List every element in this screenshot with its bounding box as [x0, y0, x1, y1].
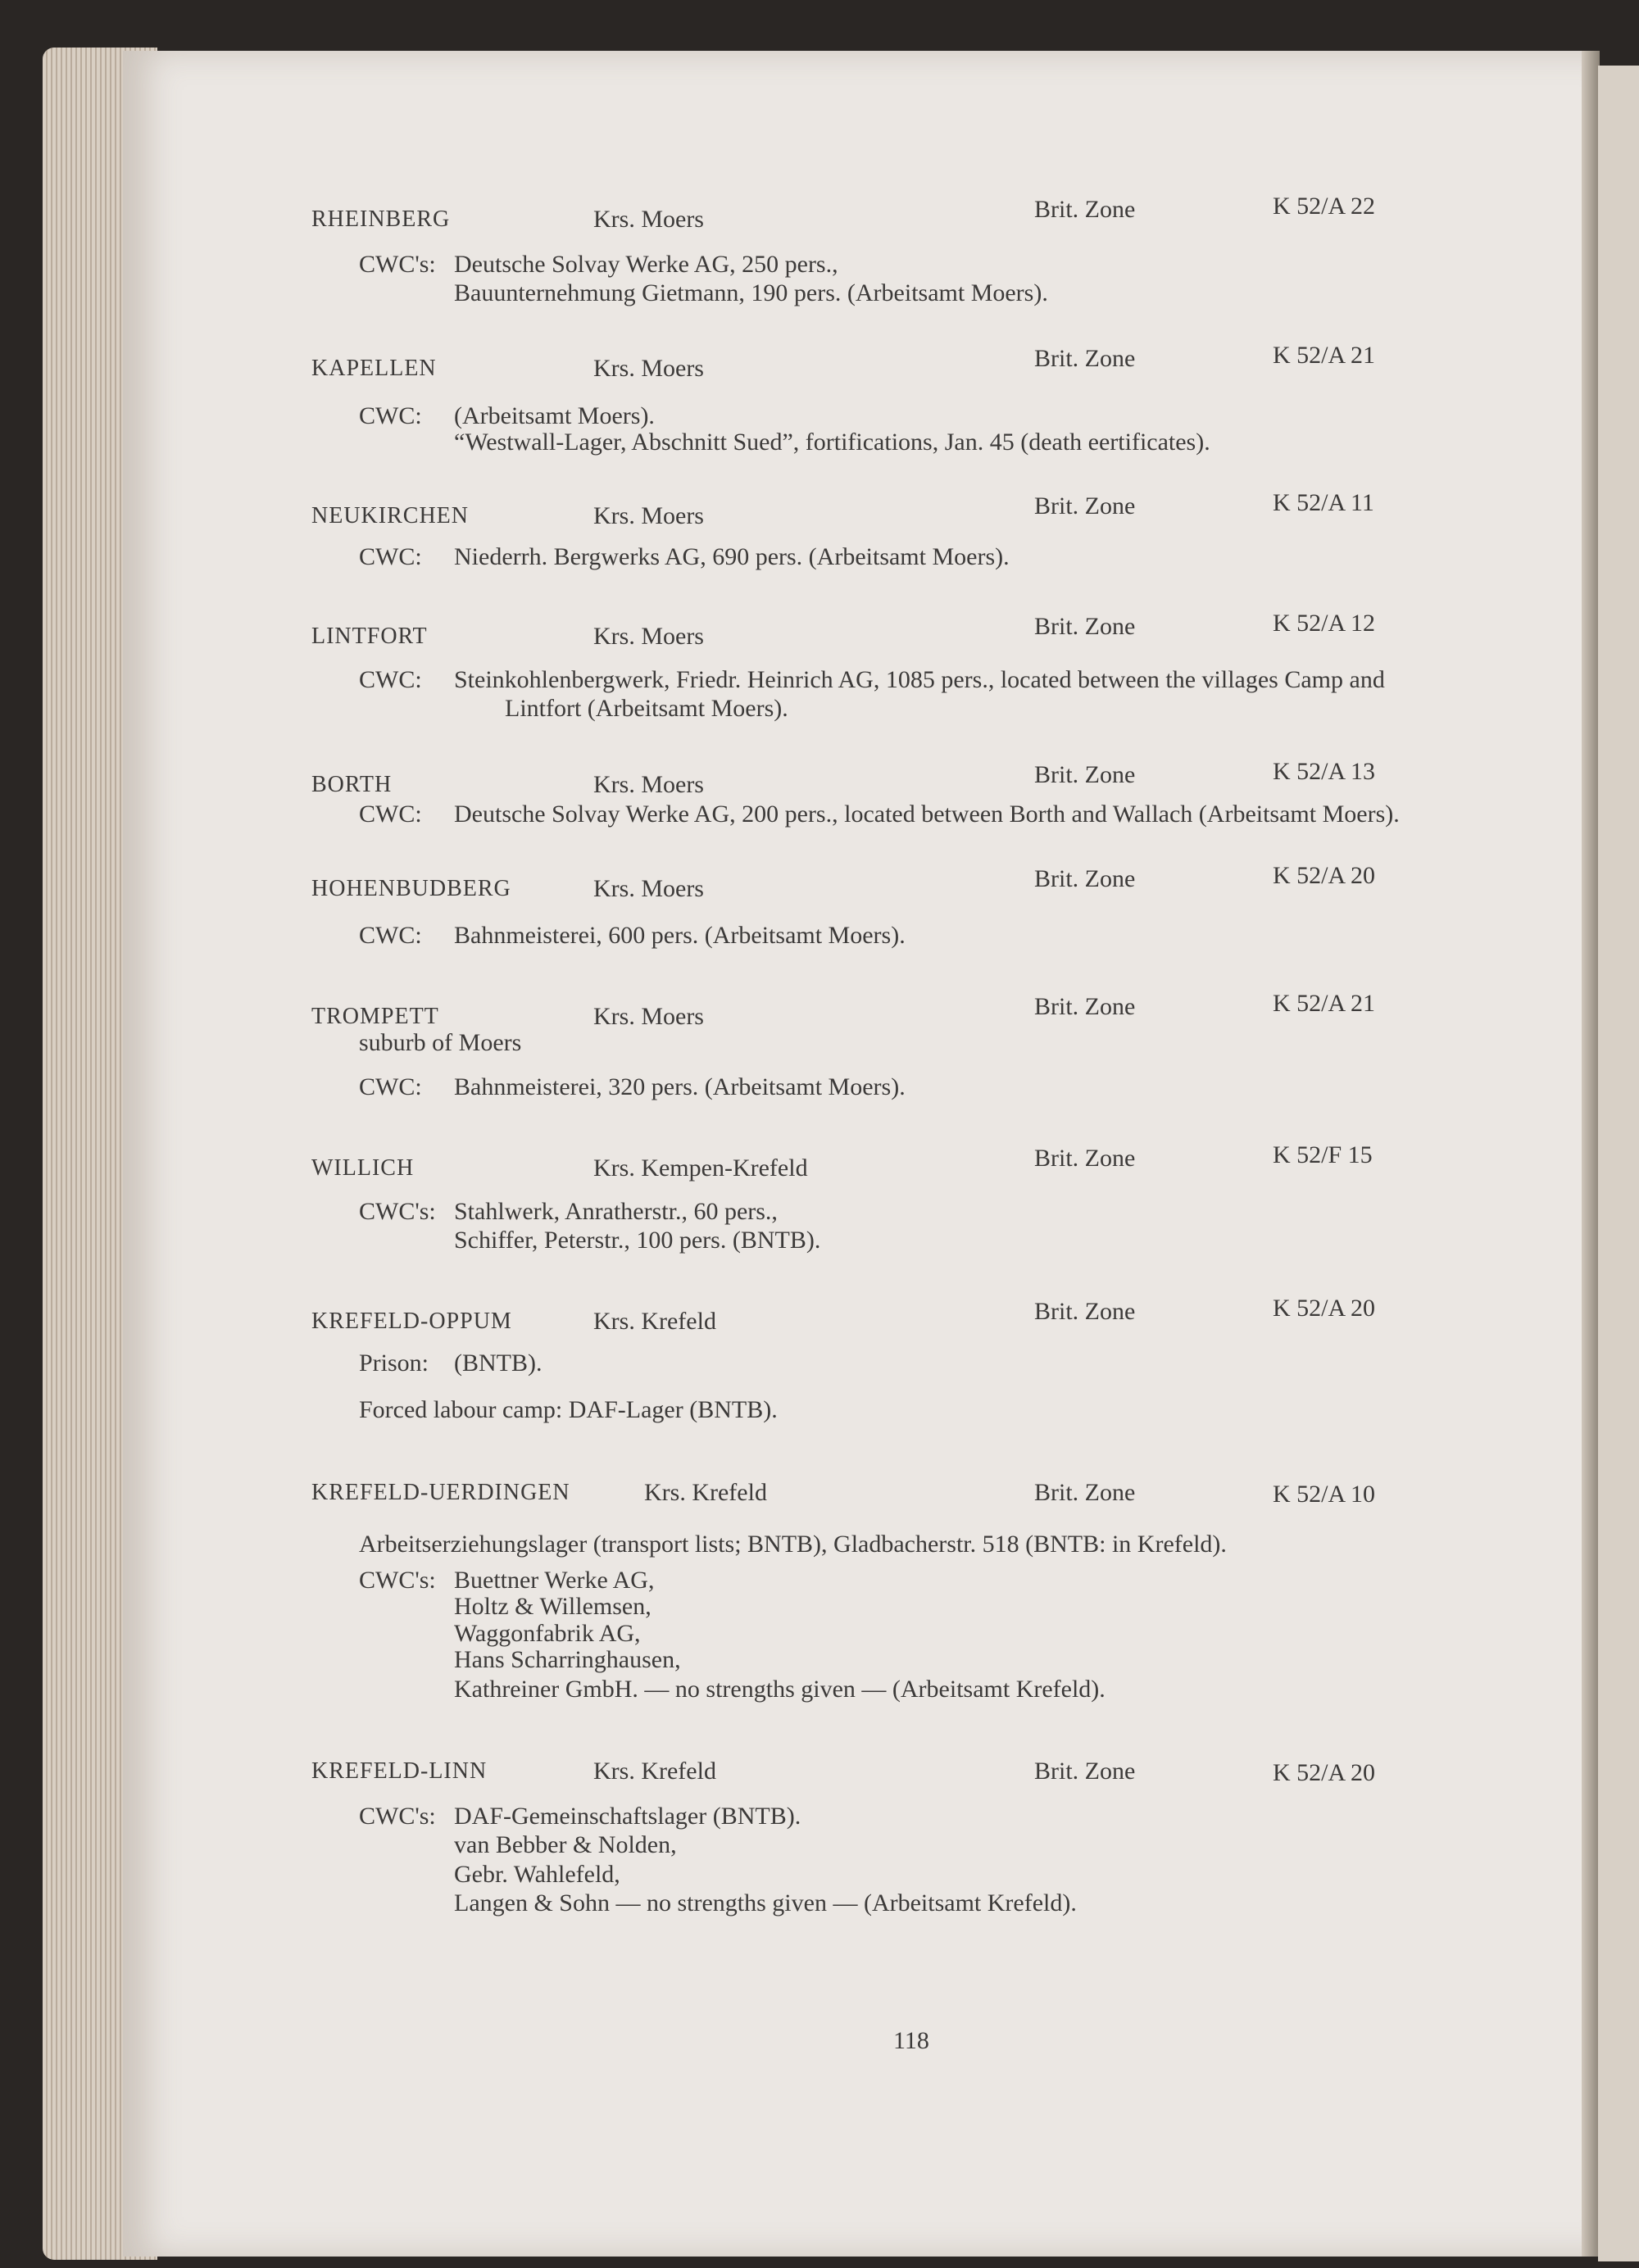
- entry-line-text: Schiffer, Peterstr., 100 pers. (BNTB).: [454, 1227, 821, 1254]
- entry-place-name: LINTFORT: [311, 624, 428, 649]
- entry-place-name: KREFELD-UERDINGEN: [311, 1480, 570, 1505]
- entry-line-text: DAF-Gemeinschaftslager (BNTB).: [454, 1803, 801, 1830]
- entry-line-text: Forced labour camp: DAF-Lager (BNTB).: [359, 1396, 778, 1423]
- entry-district: Krs. Moers: [593, 623, 704, 650]
- entry-line-text: Holtz & Willemsen,: [454, 1593, 652, 1620]
- entry-district: Krs. Krefeld: [593, 1758, 716, 1785]
- entry-line-text: Arbeitserziehungslager (transport lists; BNTB), Gladbacherstr. 518 (BNTB: in Krefeld).: [359, 1531, 1227, 1558]
- entry-line-text: Niederrh. Bergwerks AG, 690 pers. (Arbeitsamt Moers).: [454, 543, 1010, 570]
- entry-zone: Brit. Zone: [1034, 865, 1136, 892]
- entry-line-text: Bauunternehmung Gietmann, 190 pers. (Arbeitsamt Moers).: [454, 279, 1048, 306]
- entry-line-label: Prison:: [359, 1349, 429, 1377]
- entry-place-name: KREFELD-OPPUM: [311, 1309, 512, 1334]
- entry-reference: K 52/A 10: [1273, 1481, 1376, 1508]
- entry-line-text: Bahnmeisterei, 320 pers. (Arbeitsamt Moers).: [454, 1073, 906, 1100]
- entry-place-name: TROMPETT: [311, 1004, 439, 1029]
- entry-line-text: Deutsche Solvay Werke AG, 250 pers.,: [454, 251, 838, 278]
- entry-line-text: Hans Scharringhausen,: [454, 1646, 681, 1673]
- entry-line-text: Waggonfabrik AG,: [454, 1620, 641, 1647]
- entry-zone: Brit. Zone: [1034, 345, 1136, 372]
- entry-line-text: van Bebber & Nolden,: [454, 1831, 677, 1858]
- entry-district: Krs. Krefeld: [593, 1308, 716, 1335]
- entry-line-label: CWC:: [359, 543, 422, 570]
- entry-reference: K 52/A 22: [1273, 193, 1376, 220]
- entry-zone: Brit. Zone: [1034, 1145, 1136, 1172]
- entry-line-label: CWC's:: [359, 1567, 436, 1594]
- entry-line-label: CWC:: [359, 922, 422, 949]
- entry-place-name: WILLICH: [311, 1155, 415, 1181]
- entry-reference: K 52/A 20: [1273, 1759, 1376, 1786]
- facing-page-edge: [1598, 66, 1639, 2261]
- entry-reference: K 52/A 20: [1273, 1295, 1376, 1322]
- entry-zone: Brit. Zone: [1034, 1479, 1136, 1506]
- entry-line-text: Steinkohlenbergwerk, Friedr. Heinrich AG, 1085 pers., located between the villages Camp and: [454, 666, 1385, 693]
- entry-line-label: CWC:: [359, 402, 422, 429]
- entry-reference: K 52/A 12: [1273, 610, 1376, 637]
- entry-subtitle: suburb of Moers: [359, 1029, 522, 1056]
- book-gutter: [1582, 51, 1600, 2257]
- entry-district: Krs. Moers: [593, 875, 704, 902]
- entry-reference: K 52/A 11: [1273, 489, 1374, 516]
- entry-district: Krs. Kempen-Krefeld: [593, 1154, 808, 1182]
- entry-line-text: Langen & Sohn — no strengths given — (Arbeitsamt Krefeld).: [454, 1889, 1077, 1916]
- entry-line-text: Buettner Werke AG,: [454, 1567, 655, 1594]
- entry-place-name: KAPELLEN: [311, 356, 437, 381]
- entry-zone: Brit. Zone: [1034, 1758, 1136, 1785]
- entry-place-name: BORTH: [311, 772, 393, 797]
- entry-line-text: (Arbeitsamt Moers).: [454, 402, 655, 429]
- entry-line-text: Lintfort (Arbeitsamt Moers).: [505, 695, 788, 722]
- entry-line-text: Stahlwerk, Anratherstr., 60 pers.,: [454, 1198, 778, 1225]
- entry-line-label: CWC:: [359, 1073, 422, 1100]
- entry-place-name: HOHENBUDBERG: [311, 876, 511, 901]
- entry-zone: Brit. Zone: [1034, 993, 1136, 1020]
- entry-reference: K 52/A 20: [1273, 862, 1376, 889]
- entry-zone: Brit. Zone: [1034, 613, 1136, 640]
- page-number: 118: [893, 2027, 929, 2054]
- entry-line-text: (BNTB).: [454, 1349, 543, 1377]
- entry-reference: K 52/A 21: [1273, 990, 1376, 1017]
- entry-line-text: Deutsche Solvay Werke AG, 200 pers., located between Borth and Wallach (Arbeitsamt Moers).: [454, 801, 1400, 828]
- entry-district: Krs. Krefeld: [644, 1479, 767, 1506]
- entry-place-name: NEUKIRCHEN: [311, 503, 469, 528]
- entry-district: Krs. Moers: [593, 1003, 704, 1030]
- entry-place-name: RHEINBERG: [311, 206, 451, 232]
- entry-reference: K 52/F 15: [1273, 1141, 1373, 1168]
- entry-zone: Brit. Zone: [1034, 761, 1136, 788]
- entry-line-text: Bahnmeisterei, 600 pers. (Arbeitsamt Moers).: [454, 922, 906, 949]
- entry-line-text: “Westwall-Lager, Abschnitt Sued”, fortifications, Jan. 45 (death eertificates).: [454, 429, 1210, 456]
- entry-district: Krs. Moers: [593, 502, 704, 529]
- entry-line-label: CWC:: [359, 801, 422, 828]
- entry-zone: Brit. Zone: [1034, 196, 1136, 223]
- entry-line-text: Gebr. Wahlefeld,: [454, 1861, 620, 1888]
- entry-line-label: CWC's:: [359, 1803, 436, 1830]
- entry-district: Krs. Moers: [593, 206, 704, 233]
- entry-zone: Brit. Zone: [1034, 1298, 1136, 1325]
- entry-reference: K 52/A 13: [1273, 758, 1376, 785]
- entry-line-text: Kathreiner GmbH. — no strengths given — (Arbeitsamt Krefeld).: [454, 1676, 1106, 1703]
- entry-district: Krs. Moers: [593, 771, 704, 798]
- entry-line-label: CWC's:: [359, 1198, 436, 1225]
- entry-reference: K 52/A 21: [1273, 342, 1376, 369]
- entry-district: Krs. Moers: [593, 355, 704, 382]
- entry-place-name: KREFELD-LINN: [311, 1758, 488, 1784]
- entry-line-label: CWC:: [359, 666, 422, 693]
- entry-line-label: CWC's:: [359, 251, 436, 278]
- entry-zone: Brit. Zone: [1034, 492, 1136, 519]
